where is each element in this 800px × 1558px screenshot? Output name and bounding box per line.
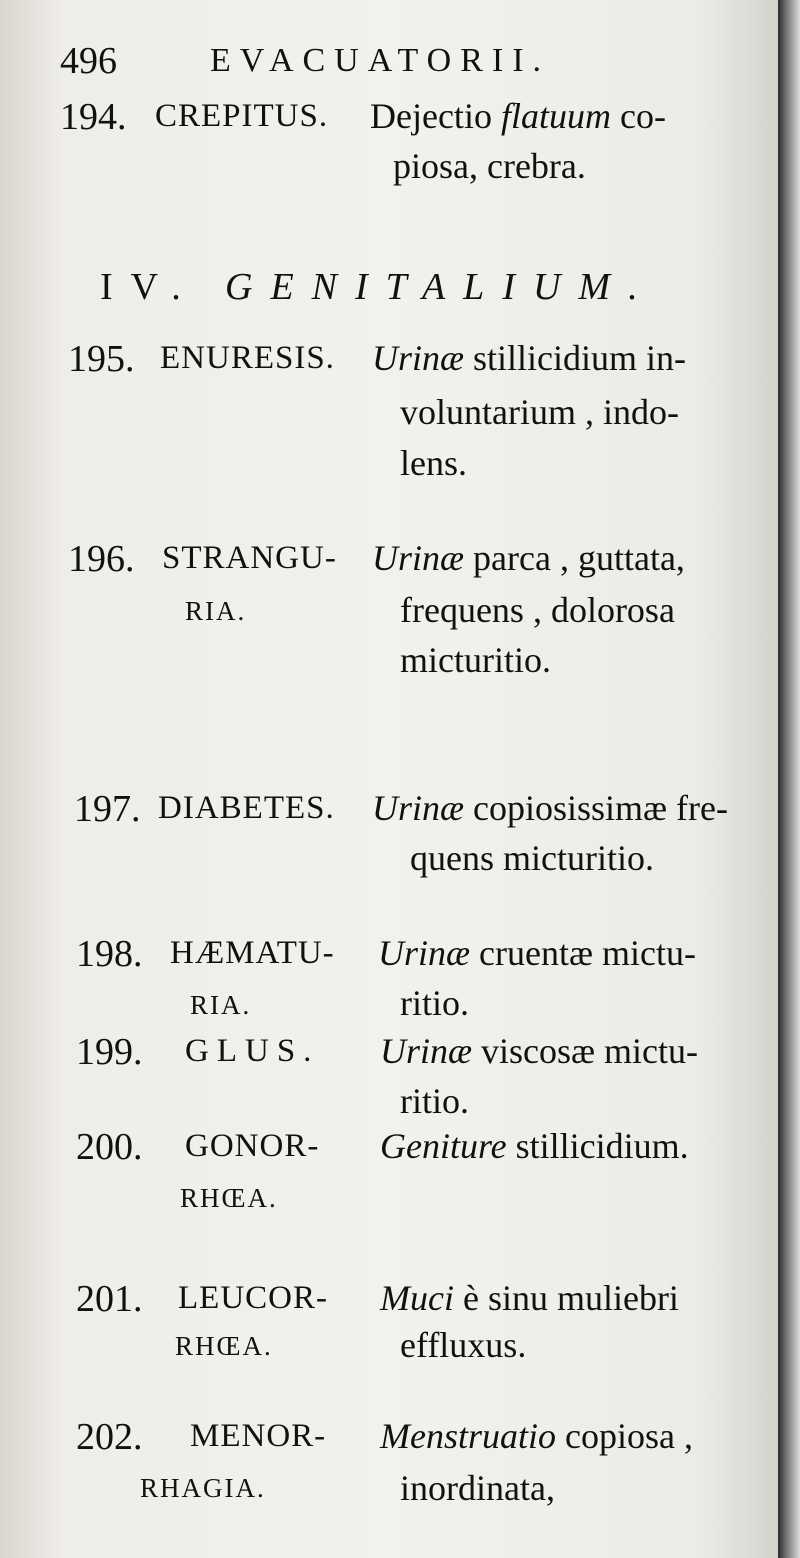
entry-definition-line: micturitio. xyxy=(400,640,551,680)
entry-number: 194. xyxy=(60,96,127,138)
entry-number: 202. xyxy=(76,1416,143,1458)
section-numeral: IV. xyxy=(100,266,199,308)
entry-number: 201. xyxy=(76,1278,143,1320)
entry-name: GLUS. xyxy=(185,1033,320,1069)
page-number: 496 xyxy=(60,40,117,82)
entry-definition-line: frequens , dolorosa xyxy=(400,590,675,630)
entry-definition-line: Geniture stillicidium. xyxy=(380,1126,689,1166)
entry-number: 200. xyxy=(76,1126,143,1168)
entry-name-continued: RHŒA. xyxy=(180,1183,278,1213)
entry-definition-line: quens micturitio. xyxy=(410,838,654,878)
entry-name: GONOR- xyxy=(185,1128,320,1164)
entry-definition-line: Menstruatio copiosa , xyxy=(380,1416,693,1456)
entry-definition-line: ritio. xyxy=(400,983,469,1023)
entry-definition-line: inordinata, xyxy=(400,1468,555,1508)
entry-definition-line: Urinæ copiosissimæ fre- xyxy=(372,788,729,828)
entry-definition-line: voluntarium , indo- xyxy=(400,392,679,432)
entry-definition-line: lens. xyxy=(400,443,467,483)
entry-number: 199. xyxy=(76,1031,143,1073)
entry-definition-line: Urinæ viscosæ mictu- xyxy=(380,1031,699,1071)
entry-name: DIABETES. xyxy=(158,790,335,826)
running-title: EVACUATORII. xyxy=(210,42,551,79)
entry-name: MENOR- xyxy=(190,1418,327,1454)
entry-name-continued: RHŒA. xyxy=(175,1331,273,1361)
entry-name-continued: RHAGIA. xyxy=(140,1473,266,1503)
entry-name-continued: RIA. xyxy=(185,596,247,626)
entry-definition-line: Urinæ stillicidium in- xyxy=(372,338,687,378)
entry-name: CREPITUS. xyxy=(155,98,329,134)
entry-definition-line: Urinæ parca , guttata, xyxy=(372,538,685,578)
entry-number: 195. xyxy=(68,338,135,380)
entry-definition-line: effluxus. xyxy=(400,1325,527,1365)
entry-name: STRANGU- xyxy=(162,540,337,576)
entry-name: ENURESIS. xyxy=(160,340,335,376)
entry-definition-line: Muci è sinu muliebri xyxy=(380,1278,679,1318)
entry-number: 198. xyxy=(76,933,143,975)
page-edge xyxy=(778,0,800,1558)
entry-number: 196. xyxy=(68,538,135,580)
entry-number: 197. xyxy=(74,788,141,830)
entry-name-continued: RIA. xyxy=(190,990,252,1020)
entry-definition-line: Dejectio flatuum co- xyxy=(370,96,666,136)
entry-definition-line: Urinæ cruentæ mictu- xyxy=(378,933,696,973)
entry-definition-line: ritio. xyxy=(400,1081,469,1121)
entry-name: HÆMATU- xyxy=(170,935,335,971)
entry-definition-line: piosa, crebra. xyxy=(393,146,586,186)
entry-name: LEUCOR- xyxy=(178,1280,328,1316)
section-title: GENITALIUM. xyxy=(225,266,656,308)
